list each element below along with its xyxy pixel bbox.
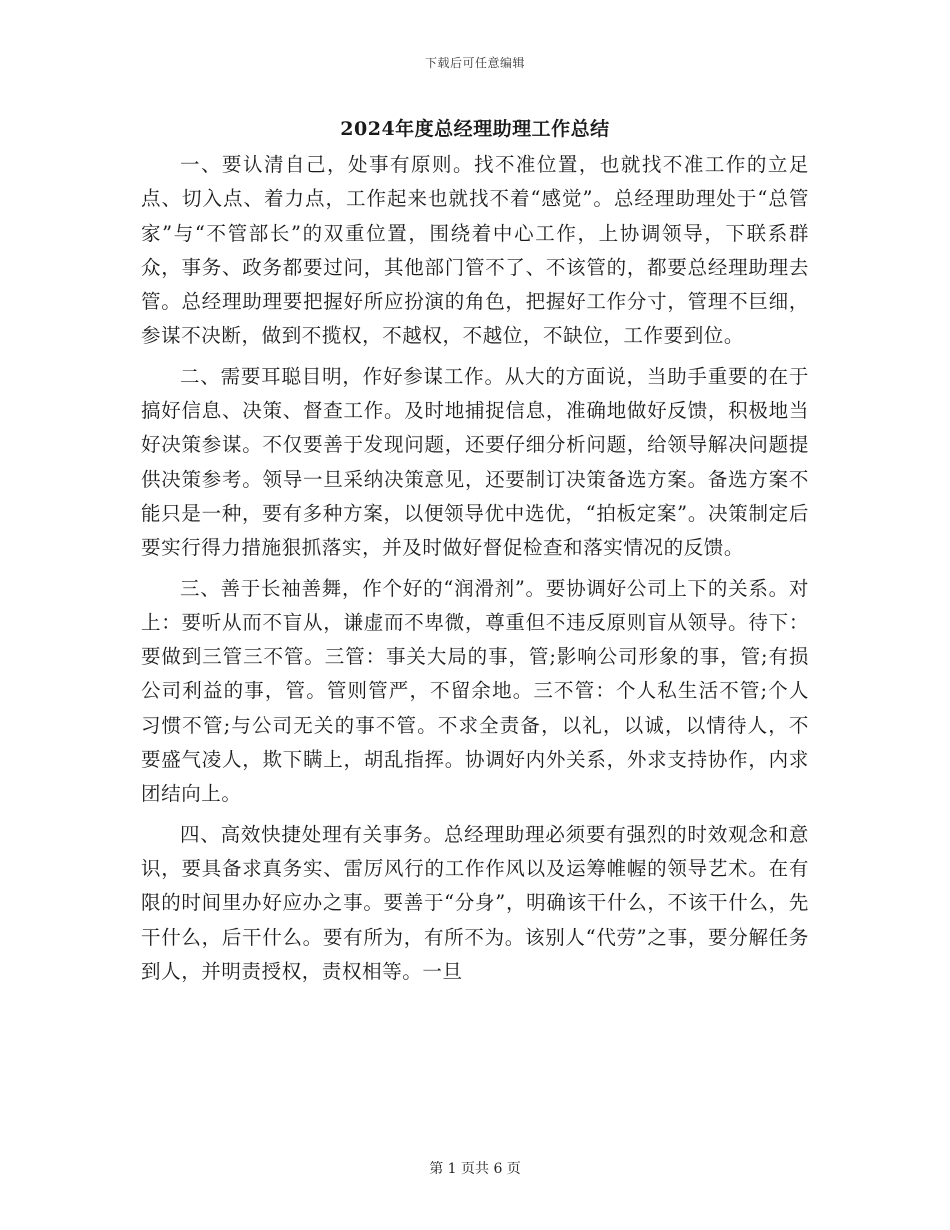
document-title: 2024年度总经理助理工作总结 bbox=[340, 118, 610, 140]
paragraph-2: 二、需要耳聪目明，作好参谋工作。从大的方面说，当助手重要的在于搞好信息、决策、督查工作。及时地捕捉信息，准确地做好反馈，积极地当好决策参谋。不仅要善于发现问题，还要仔细分析问题，给领导解决问题提供决策参考。领导一旦采纳决策意见，还要制订决策备选方案。备选方案不能只是一种，要有多种方案，以便领导优中选优，“拍板定案”。决策制定后要实行得力措施狠抓落实，并及时做好督促检查和落实情况的反馈。 bbox=[141, 364, 809, 560]
header-note: 下载后可任意编辑 bbox=[424, 56, 525, 70]
paragraph-4: 四、高效快捷处理有关事务。总经理助理必须要有强烈的时效观念和意识，要具备求真务实、雷厉风行的工作作风以及运筹帷幄的领导艺术。在有限的时间里办好应办之事。要善于“分身”，明确该干什么，不该干什么，先干什么，后干什么。要有所为，有所不为。该别人“代劳”之事，要分解任务到人，并明责授权，责权相等。一旦 bbox=[141, 822, 809, 983]
page-footer: 第 1 页共 6 页 bbox=[429, 1161, 521, 1177]
paragraph-1: 一、要认清自己，处事有原则。找不准位置，也就找不准工作的立足点、切入点、着力点，工作起来也就找不着“感觉”。总经理助理处于“总管家”与“不管部长”的双重位置，围绕着中心工作，上协调领导，下联系群众，事务、政务都要过问，其他部门管不了、不该管的，都要总经理助理去管。总经理助理要把握好所应扮演的角色，把握好工作分寸，管理不巨细，参谋不决断，做到不揽权，不越权，不越位，不缺位，工作要到位。 bbox=[141, 153, 809, 348]
paragraph-3: 三、善于长袖善舞，作个好的“润滑剂”。要协调好公司上下的关系。对上：要听从而不盲从，谦虚而不卑微，尊重但不违反原则盲从领导。待下：要做到三管三不管。三管：事关大局的事，管;影响公司形象的事，管;有损公司利益的事，管。管则管严，不留余地。三不管：个人私生活不管;个人习惯不管;与公司无关的事不管。不求全责备，以礼，以诚，以情待人，不要盛气凌人，欺下瞒上，胡乱指挥。协调好内外关系，外求支持协作，内求团结向上。 bbox=[141, 576, 809, 806]
document-body bbox=[141, 148, 809, 995]
